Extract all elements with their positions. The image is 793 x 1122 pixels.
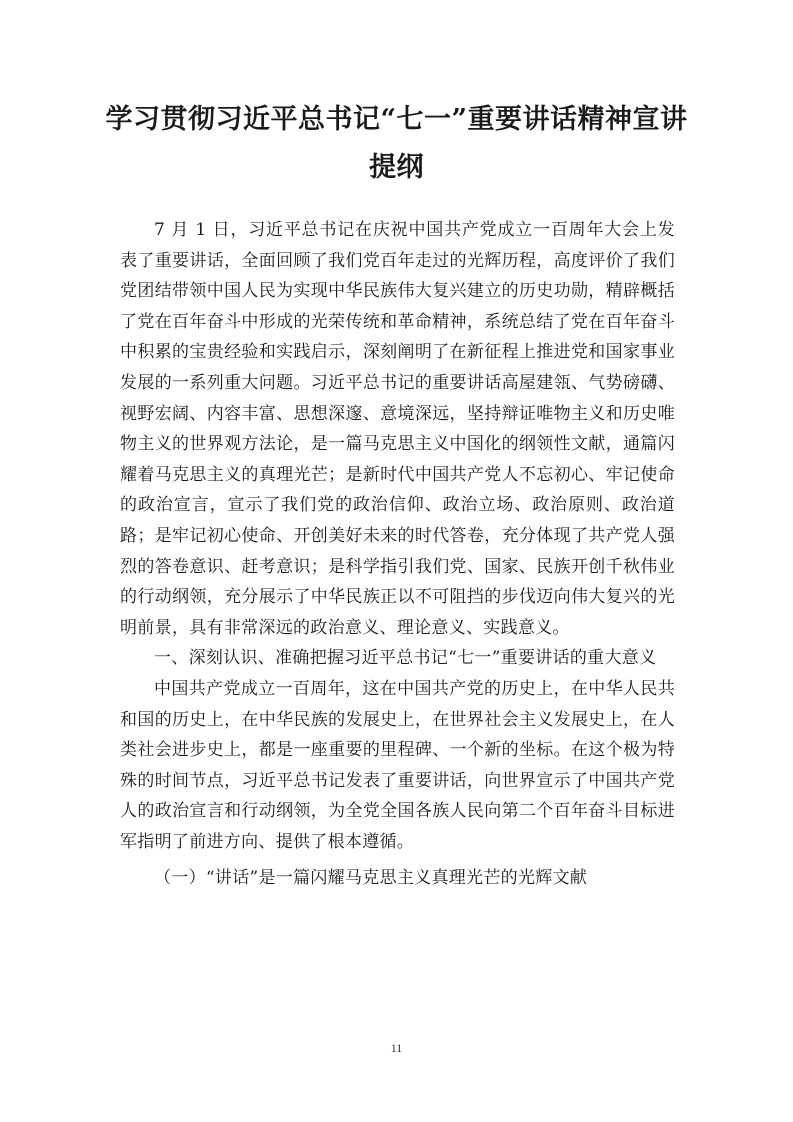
- document-body: [120, 215, 675, 894]
- section-heading: 一、深刻认识、准确把握习近平总书记“七一”重要讲话的重大意义: [154, 648, 657, 669]
- subsection-heading: （一）“讲话”是一篇闪耀马克思主义真理光芒的光辉文献: [154, 868, 588, 889]
- document-title: 学习贯彻习近平总书记“七一”重要讲话精神宣讲提纲: [105, 104, 688, 183]
- section-paragraph: 中国共产党成立一百周年，这在中国共产党的历史上，在中华人民共和国的历史上，在中华民族的发展史上，在世界社会主义发展史上，在人类社会进步史上，都是一座重要的里程碑、一个新的坐标。在这个极为特殊的时间节点，习近平总书记发表了重要讲话，向世界宣示了中国共产党人的政治宣言和行动纲领，为全党全国各族人民向第二个百年奋斗目标进军指明了前进方向、提供了根本遵循。: [120, 678, 675, 852]
- page-number: 11: [390, 1041, 403, 1055]
- intro-paragraph: 7 月 1 日，习近平总书记在庆祝中国共产党成立一百周年大会上发表了重要讲话，全面回顾了我们党百年走过的光辉历程，高度评价了我们党团结带领中国人民为实现中华民族伟大复兴建立的历史功勋，精辟概括了党在百年奋斗中形成的光荣传统和革命精神，系统总结了党在百年奋斗中积累的宝贵经验和实践启示，深刻阐明了在新征程上推进党和国家事业发展的一系列重大问题。习近平总书记的重要讲话高屋建瓴、气势磅礴、视野宏阔、内容丰富、思想深邃、意境深远，坚持辩证唯物主义和历史唯物主义的世界观方法论，是一篇马克思主义中国化的纲领性文献，通篇闪耀着马克思主义的真理光芒；是新时代中国共产党人不忘初心、牢记使命的政治宣言，宣示了我们党的政治信仰、政治立场、政治原则、政治道路；是牢记初心使命、开创美好未来的时代答卷，充分体现了共产党人强烈的答卷意识、赶考意识；是科学指引我们党、国家、民族开创千秋伟业的行动纲领，充分展示了中华民族正以不可阻挡的步伐迈向伟大复兴的光明前景，具有非常深远的政治意义、理论意义、实践意义。: [120, 220, 675, 638]
